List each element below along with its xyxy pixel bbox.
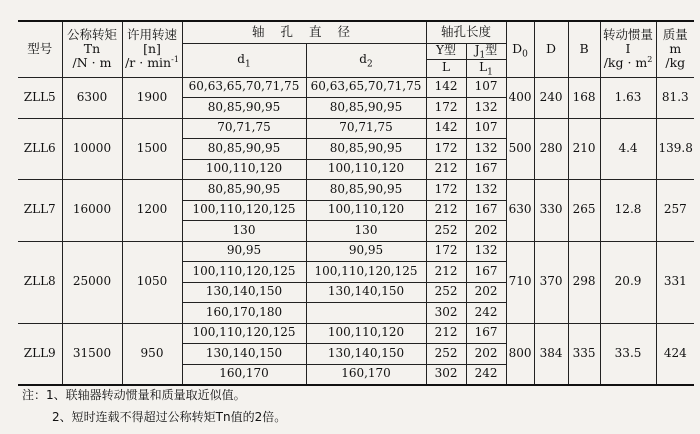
l-cell: 212 [426, 200, 466, 221]
note-2-text: 2、短时连载不得超过公称转矩Tn值的2倍。 [52, 410, 287, 424]
inertia-cell: 4.4 [600, 118, 656, 180]
table-notes [22, 384, 286, 428]
d0-cell: 400 [506, 77, 534, 118]
d2-cell: 80,85,90,95 [306, 98, 426, 119]
header-l: L [426, 59, 466, 77]
l1-cell: 202 [466, 282, 506, 303]
d0-cell: 800 [506, 323, 534, 385]
l1-cell: 202 [466, 344, 506, 365]
speed-cell: 1900 [122, 77, 182, 118]
d1-cell: 100,110,120,125 [182, 200, 306, 221]
note-1 [22, 384, 286, 406]
inertia-cell: 20.9 [600, 241, 656, 323]
l1-cell: 132 [466, 98, 506, 119]
d2-cell: 130,140,150 [306, 344, 426, 365]
d1-cell: 160,170,180 [182, 303, 306, 324]
d-cell: 384 [534, 323, 568, 385]
model-cell: ZLL7 [18, 180, 62, 242]
torque-cell: 16000 [62, 180, 122, 242]
l-cell: 142 [426, 77, 466, 98]
d-cell: 370 [534, 241, 568, 323]
table-row [18, 323, 694, 344]
mass-cell: 331 [656, 241, 694, 323]
d1-cell: 90,95 [182, 241, 306, 262]
l1-cell: 167 [466, 323, 506, 344]
d1-cell: 130,140,150 [182, 344, 306, 365]
notes-prefix: 注： [22, 388, 47, 402]
header-y-type: Y型 [426, 43, 466, 59]
torque-cell: 10000 [62, 118, 122, 180]
table-row [18, 118, 694, 139]
d2-cell: 100,110,120 [306, 200, 426, 221]
d1-cell: 70,71,75 [182, 118, 306, 139]
speed-cell: 1050 [122, 241, 182, 323]
coupling-spec-table [18, 20, 694, 386]
b-cell: 210 [568, 118, 600, 180]
l-cell: 212 [426, 323, 466, 344]
model-cell: ZLL8 [18, 241, 62, 323]
header-bore-diameter: 轴 孔 直 径 [182, 21, 426, 43]
header-d2: $d_2$ [306, 43, 426, 77]
l-cell: 212 [426, 159, 466, 180]
l-cell: 252 [426, 344, 466, 365]
d1-cell: 60,63,65,70,71,75 [182, 77, 306, 98]
l-cell: 302 [426, 303, 466, 324]
header-b: B [568, 21, 600, 77]
d1-cell: 130 [182, 221, 306, 242]
mass-cell: 139.8 [656, 118, 694, 180]
inertia-cell: 33.5 [600, 323, 656, 385]
l1-cell: 167 [466, 200, 506, 221]
d2-cell: 160,170 [306, 364, 426, 385]
note-2 [22, 406, 286, 428]
l1-cell: 107 [466, 77, 506, 98]
d2-cell: 100,110,120 [306, 323, 426, 344]
b-cell: 298 [568, 241, 600, 323]
speed-cell: 1200 [122, 180, 182, 242]
header-speed: 许用转速 [n] $/r \cdot \min^{-1}$ [122, 21, 182, 77]
b-cell: 265 [568, 180, 600, 242]
d2-cell: 130,140,150 [306, 282, 426, 303]
l1-cell: 107 [466, 118, 506, 139]
l-cell: 302 [426, 364, 466, 385]
model-cell: ZLL9 [18, 323, 62, 385]
d0-cell: 710 [506, 241, 534, 323]
l1-cell: 242 [466, 303, 506, 324]
table-row [18, 241, 694, 262]
b-cell: 335 [568, 323, 600, 385]
l-cell: 172 [426, 98, 466, 119]
header-model: 型号 [18, 21, 62, 77]
header-row-1 [18, 21, 694, 43]
d1-cell: 100,110,120,125 [182, 262, 306, 283]
model-cell: ZLL6 [18, 118, 62, 180]
inertia-cell: 1.63 [600, 77, 656, 118]
table-row [18, 77, 694, 98]
l1-cell: 242 [466, 364, 506, 385]
l1-cell: 167 [466, 159, 506, 180]
speed-cell: 1500 [122, 118, 182, 180]
l-cell: 252 [426, 221, 466, 242]
mass-cell: 424 [656, 323, 694, 385]
torque-cell: 6300 [62, 77, 122, 118]
d2-cell: 100,110,120 [306, 159, 426, 180]
b-cell: 168 [568, 77, 600, 118]
model-cell: ZLL5 [18, 77, 62, 118]
header-inertia: 转动惯量 I $/kg \cdot m^2$ [600, 21, 656, 77]
header-d0: $D_0$ [506, 21, 534, 77]
l1-cell: 132 [466, 139, 506, 160]
header-torque: 公称转矩 Tn /N · m [62, 21, 122, 77]
header-j1-type: $J_1$型 [466, 43, 506, 59]
l-cell: 212 [426, 262, 466, 283]
l1-cell: 202 [466, 221, 506, 242]
header-d: D [534, 21, 568, 77]
mass-cell: 257 [656, 180, 694, 242]
d1-cell: 160,170 [182, 364, 306, 385]
d-cell: 240 [534, 77, 568, 118]
l1-cell: 132 [466, 241, 506, 262]
inertia-cell: 12.8 [600, 180, 656, 242]
l-cell: 172 [426, 180, 466, 201]
l-cell: 172 [426, 241, 466, 262]
l-cell: 172 [426, 139, 466, 160]
d1-cell: 130,140,150 [182, 282, 306, 303]
d1-cell: 80,85,90,95 [182, 98, 306, 119]
l-cell: 142 [426, 118, 466, 139]
d2-cell: 130 [306, 221, 426, 242]
d2-cell: 80,85,90,95 [306, 139, 426, 160]
d2-cell: 70,71,75 [306, 118, 426, 139]
d1-cell: 80,85,90,95 [182, 139, 306, 160]
d0-cell: 630 [506, 180, 534, 242]
d-cell: 330 [534, 180, 568, 242]
d2-cell: 90,95 [306, 241, 426, 262]
d-cell: 280 [534, 118, 568, 180]
d1-cell: 80,85,90,95 [182, 180, 306, 201]
header-mass: 质量 m /kg [656, 21, 694, 77]
torque-cell: 31500 [62, 323, 122, 385]
d1-cell: 100,110,120 [182, 159, 306, 180]
header-bore-length: 轴孔长度 [426, 21, 506, 43]
speed-cell: 950 [122, 323, 182, 385]
d0-cell: 500 [506, 118, 534, 180]
mass-cell: 81.3 [656, 77, 694, 118]
l1-cell: 132 [466, 180, 506, 201]
d2-cell: 100,110,120,125 [306, 262, 426, 283]
d2-cell: 80,85,90,95 [306, 180, 426, 201]
d2-cell [306, 303, 426, 324]
torque-cell: 25000 [62, 241, 122, 323]
l-cell: 252 [426, 282, 466, 303]
d1-cell: 100,110,120,125 [182, 323, 306, 344]
header-l1: $L_1$ [466, 59, 506, 77]
table-row [18, 180, 694, 201]
header-d1: $d_1$ [182, 43, 306, 77]
d2-cell: 60,63,65,70,71,75 [306, 77, 426, 98]
l1-cell: 167 [466, 262, 506, 283]
note-1-text: 1、联轴器转动惯量和质量取近似值。 [46, 388, 246, 402]
